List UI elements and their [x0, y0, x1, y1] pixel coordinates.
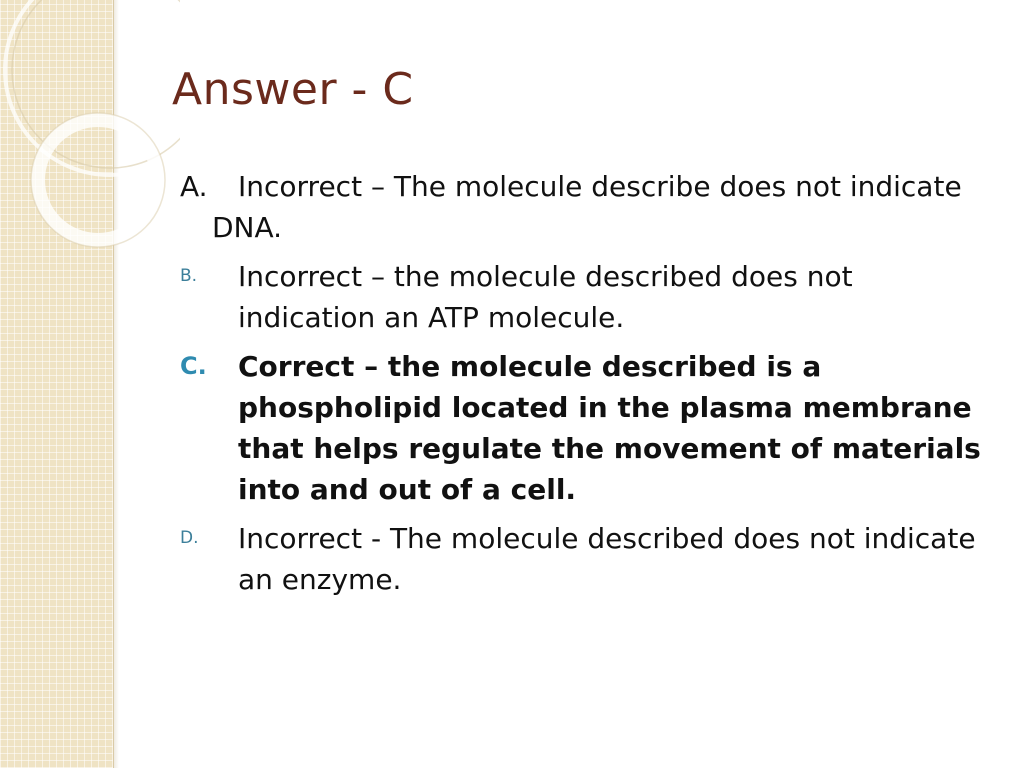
decorative-ring-large-inner	[12, 0, 180, 168]
answer-marker-a: A.	[180, 170, 208, 203]
answer-text-a: Incorrect – The molecule describe does not indicate DNA.	[212, 170, 962, 244]
decorative-circles	[0, 0, 180, 260]
answer-text-b: Incorrect – the molecule described does not indication an ATP molecule.	[238, 260, 853, 334]
answer-list	[180, 166, 995, 608]
answer-item-b	[180, 256, 995, 338]
answer-marker-b: B.	[180, 266, 198, 286]
answer-marker-c: C.	[180, 352, 207, 380]
answer-item-d	[180, 518, 995, 600]
decorative-ring-small-edge	[31, 113, 165, 247]
answer-text-c: Correct – the molecule described is a phospholipid located in the plasma membrane that helps regulate the movement of materials into and out of a cell.	[238, 350, 981, 506]
decorative-ring-small	[38, 120, 158, 240]
answer-item-c	[180, 346, 995, 510]
slide-title: Answer - C	[172, 64, 414, 115]
answer-item-a	[180, 166, 995, 248]
answer-text-d: Incorrect - The molecule described does not indicate an enzyme.	[238, 522, 976, 596]
answer-marker-d: D.	[180, 528, 199, 548]
